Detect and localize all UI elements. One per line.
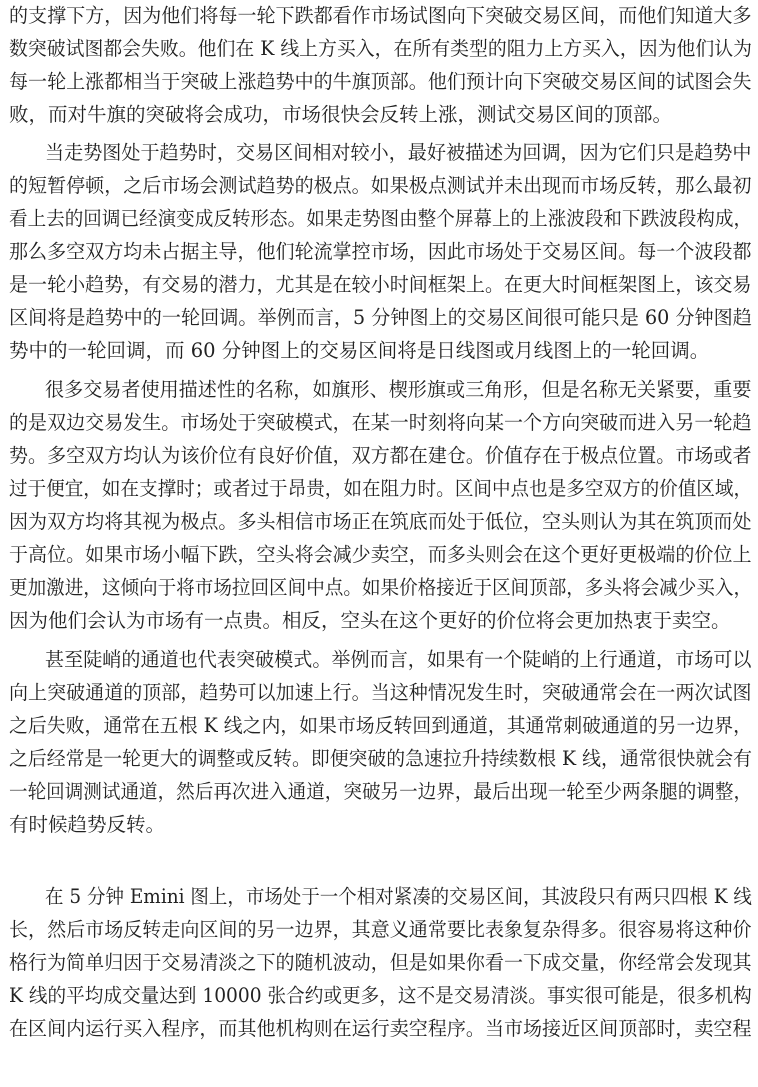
text-line: 在 5 分钟 Emini 图上，市场处于一个相对紧凑的交易区间，其波段只有两只四根 K 线 — [45, 885, 752, 908]
text-line: 长，然后市场反转走向区间的另一边界，其意义通常要比表象复杂得多。很容易将这种价 — [9, 918, 752, 941]
text-line: 的是双边交易发生。市场处于突破模式，在某一时刻将向某一个方向突破而进入另一轮趋 — [9, 411, 752, 434]
text-line: 于高位。如果市场小幅下跌，空头将会减少卖空，而多头则会在这个更好更极端的价位上 — [9, 543, 752, 566]
text-line: 之后经常是一轮更大的调整或反转。即便突破的急速拉升持续数根 K 线，通常很快就会有 — [9, 747, 752, 770]
text-line: 数突破试图都会失败。他们在 K 线上方买入，在所有类型的阻力上方买入，因为他们认为 — [9, 37, 752, 60]
text-line: 那么多空双方均未占据主导，他们轮流掌控市场，因此市场处于交易区间。每一个波段都 — [9, 240, 752, 263]
text-line: 势中的一轮回调，而 60 分钟图上的交易区间将是日线图或月线图上的一轮回调。 — [9, 339, 710, 362]
text-line: 看上去的回调已经演变成反转形态。如果走势图由整个屏幕上的上涨波段和下跌波段构成， — [9, 207, 753, 230]
text-line: 是一轮小趋势，有交易的潜力，尤其是在较小时间框架上。在更大时间框架图上，该交易 — [9, 273, 752, 296]
text-line: 每一轮上涨都相当于突破上涨趋势中的牛旗顶部。他们预计向下突破交易区间的试图会失 — [9, 70, 752, 93]
text-line: 过于便宜，如在支撑时；或者过于昂贵，如在阻力时。区间中点也是多空双方的价值区域， — [9, 477, 753, 500]
text-line: 更加激进，这倾向于将市场拉回区间中点。如果价格接近于区间顶部，多头将会减少买入， — [9, 576, 753, 599]
text-line: 区间将是趋势中的一轮回调。举例而言，5 分钟图上的交易区间很可能只是 60 分钟图趋 — [9, 306, 752, 329]
text-line: 格行为简单归因于交易清淡之下的随机波动，但是如果你看一下成交量，你经常会发现其 — [9, 951, 752, 974]
text-line: 势。多空双方均认为该价位有良好价值，双方都在建仓。价值存在于极点位置。市场或者 — [9, 444, 752, 467]
text-line: K 线的平均成交量达到 10000 张合约或更多，这不是交易清淡。事实很可能是，很多机构 — [9, 984, 752, 1007]
text-line: 败，而对牛旗的突破将会成功，市场很快会反转上涨，测试交易区间的顶部。 — [9, 103, 673, 126]
text-line: 向上突破通道的顶部，趋势可以加速上行。当这种情况发生时，突破通常会在一两次试图 — [9, 681, 752, 704]
text-line: 因为他们会认为市场有一点贵。相反，空头在这个更好的价位将会更加热衷于卖空。 — [9, 609, 731, 632]
text-line: 的短暂停顿，之后市场会测试趋势的极点。如果极点测试并未出现而市场反转，那么最初 — [9, 174, 752, 197]
text-line: 因为双方均将其视为极点。多头相信市场正在筑底而处于低位，空头则认为其在筑顶而处 — [9, 510, 752, 533]
text-line: 的支撑下方，因为他们将每一轮下跌都看作市场试图向下突破交易区间，而他们知道大多 — [9, 4, 752, 27]
text-line: 甚至陡峭的通道也代表突破模式。举例而言，如果有一个陡峭的上行通道，市场可以 — [45, 648, 752, 671]
text-line: 在区间内运行买入程序，而其他机构则在运行卖空程序。当市场接近区间顶部时，卖空程 — [9, 1017, 752, 1040]
text-line: 有时候趋势反转。 — [9, 813, 166, 836]
text-line: 当走势图处于趋势时，交易区间相对较小，最好被描述为回调，因为它们只是趋势中 — [45, 141, 752, 164]
text-line: 之后失败，通常在五根 K 线之内，如果市场反转回到通道，其通常刺破通道的另一边界， — [9, 714, 752, 737]
text-line: 很多交易者使用描述性的名称，如旗形、楔形旗或三角形，但是名称无关紧要，重要 — [45, 378, 752, 401]
text-line: 一轮回调测试通道，然后再次进入通道，突破另一边界，最后出现一轮至少两条腿的调整， — [9, 780, 753, 803]
